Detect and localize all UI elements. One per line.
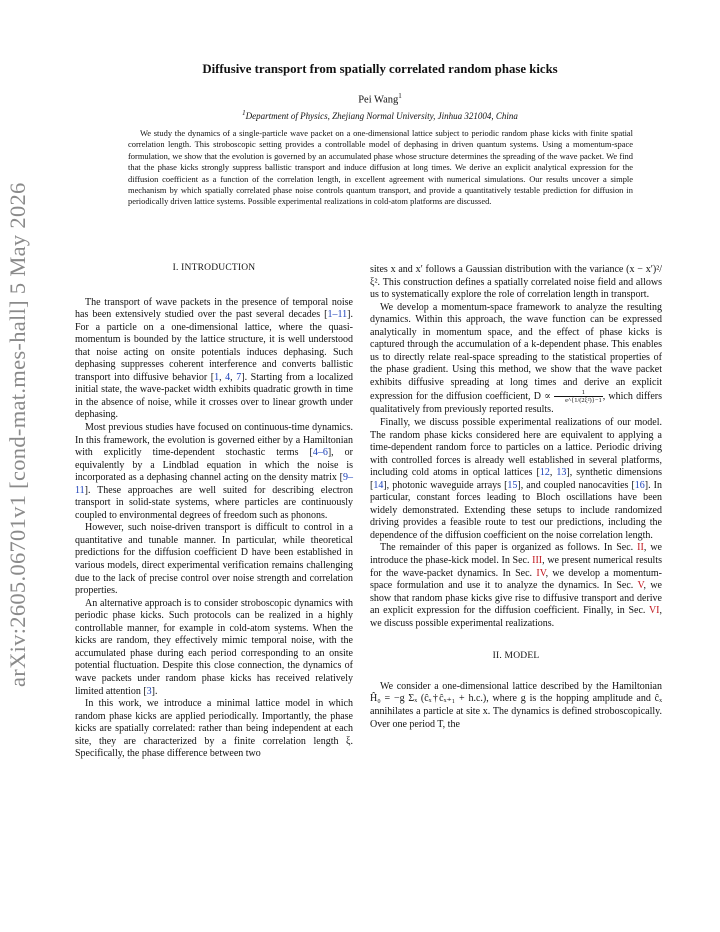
citation-link[interactable]: 15 xyxy=(507,479,518,491)
section-link[interactable]: VI xyxy=(648,605,660,617)
affiliation-text: Department of Physics, Zhejiang Normal University, Jinhua 321004, China xyxy=(245,111,518,121)
intro-paragraph-6: We develop a momentum-space framework to analyze the resulting dynamics. Within this approach, the wave function can be expressed analytically in momentum space, and the effect of phase kicks is captured through the accumulation of a k-dependent phase. This enables us to directly relate real-space spreading to the statistical properties of the phase gradient. Using this method, we show that the wave packet exhibits diffusive spreading at long times and derive an explicit expression for the diffusion coefficient, D ∝ $\frac{1}{\text{e\textasciicircum{}\{1/(2ξ²)\}−1}}$ , which differs qualitatively from previously reported results. xyxy=(370,301,663,416)
diffusion-fraction: $\frac{1}{\text{e\textasciicircum{}\{1/(2ξ²)\}−1}}$ xyxy=(554,389,603,404)
citation-link[interactable]: 12 xyxy=(539,467,550,479)
intro-paragraph-1: The transport of wave packets in the presence of temporal noise has been extensively studied over the past several decades [1–11]. For a particle on a one-dimensional lattice, where the quasi-momentum is bounded by the lattice structure, it is well understood that noise acting on onsite potentials induces dephasing. Such dephasing suppresses coherent interference and converts ballistic transport into diffusive behavior [1, 4, 7]. Starting from a localized initial state, the wave-packet width exhibits quadratic growth in time in the absence of noise, while it crosses over to linear growth under dephasing. xyxy=(75,296,354,421)
author-line: Pei Wang$^1$ xyxy=(358,92,402,106)
intro-paragraph-5: In this work, we introduce a minimal lattice model in which random phase kicks are applied periodically. Importantly, the phase kicks are spatially correlated: rather than being independent at each site, they are characterized by a finite correlation length ξ. Specifically, the phase difference between two xyxy=(75,698,353,760)
right-column xyxy=(370,264,662,731)
intro-paragraph-4: An alternative approach is to consider stroboscopic dynamics with periodic phase kicks. Such protocols can be realized in a highly controllable manner, for example in cold-atom systems. When the kicks are random, they effectively mimic temporal noise, with the accumulated phase during each period corresponding to an onsite potential fluctuation. Despite this close connection, the dynamics of wave packets under random phase kicks has received relatively limited attention [3]. xyxy=(75,597,353,697)
paper-title: Diffusive transport from spatially correlated random phase kicks xyxy=(202,62,558,76)
citation-link[interactable]: 1–11 xyxy=(327,309,348,321)
section-heading-model: II. MODEL xyxy=(492,651,540,662)
intro-paragraph-7: Finally, we discuss possible experimental realizations of our model. The random phase kicks considered here are equivalent to applying a time-dependent random force to particles on a lattice. Periodic driving with controlled forces is already well established in several platforms, including cold atoms in optical lattices [12, 13], synthetic dimensions [14], photonic waveguide arrays [15], and coupled nanocavities [16]. In particular, constant forces leading to Bloch oscillations have been widely demonstrated. Extending these setups to include randomized driving provides a feasible route to test our predictions, including the dependence of the diffusion coefficient on the noise correlation length. xyxy=(370,417,663,541)
intro-paragraph-8: The remainder of this paper is organized as follows. In Sec. II, we introduce the phase-kick model. In Sec. III, we present numerical results for the wave-packet dynamics. In Sec. IV, we develop a momentum-space formulation and use it to analyze the dynamics. In Sec. V, we show that random phase kicks give rise to diffusive transport and derive an explicit expression for the diffusion coefficient. Finally, in Sec. VI, we discuss possible experimental realizations. xyxy=(370,542,662,629)
citation-link[interactable]: 1 xyxy=(214,371,220,383)
abstract: We study the dynamics of a single-particle wave packet on a one-dimensional lattice subject to periodic random phase kicks with finite spatial correlation length. This stroboscopic setting provides a controllable model of dephasing in driven quantum systems. Using a momentum-space formulation, we show that the evolution is governed by an accumulated phase whose structure determines the spreading of the wave packet. We find that the phase kicks strongly suppress ballistic transport and induce diffusion at long times. We derive an explicit analytical expression for the diffusion coefficient as a function of the correlation length, in excellent agreement with numerical simulations. Our results uncover a simple mechanism by which spatially correlated phase noise controls quantum transport, and provide a quantitatively testable prediction for diffusion in periodically driven lattice systems. Possible experimental realizations in cold-atom platforms are discussed. xyxy=(128,128,633,207)
section-link[interactable]: II xyxy=(637,542,644,554)
author-name: Pei Wang xyxy=(358,94,399,106)
left-column xyxy=(75,262,353,761)
section-link[interactable]: V xyxy=(637,580,644,592)
intro-paragraph-2: Most previous studies have focused on continuous-time dynamics. In this framework, the evolution is governed either by a Hamiltonian with explicitly time-dependent stochastic terms [4–6], or equivalently by a Lindblad equation in which the noise is incorporated as a dephasing channel acting on the density matrix [9–11]. These approaches are well suited for describing electron transport in solid-state systems, where particles are continuously coupled to environmental degrees of freedom such as phonons. xyxy=(75,422,353,521)
affiliation-line: $^1$Department of Physics, Zhejiang Normal University, Jinhua 321004, China xyxy=(242,109,518,121)
section-link[interactable]: III xyxy=(532,555,543,567)
citation-link[interactable]: 4 xyxy=(225,371,231,383)
citation-link[interactable]: 16 xyxy=(634,479,645,491)
citation-link[interactable]: 14 xyxy=(373,479,384,491)
model-paragraph-1: We consider a one-dimensional lattice described by the Hamiltonian Ĥ₀ = −g Σₓ (ĉₓ†ĉₓ₊₁ + h.c.), where g is the hopping amplitude and ĉₓ annihilates a particle at site x. The dynamics is defined stroboscopically. Over one period T, the xyxy=(370,680,662,730)
citation-link[interactable]: 3 xyxy=(146,685,152,697)
citation-link[interactable]: 9–11 xyxy=(75,472,353,496)
intro-paragraph-3: However, such noise-driven transport is difficult to control in a quantitative and tunable manner. In particular, while theoretical predictions for the diffusion coefficient D have been established in various models, direct experimental verification remains challenging due to the lack of precise control over noise strength and correlation properties. xyxy=(75,522,353,597)
intro-paragraph-5-continued: sites x and x′ follows a Gaussian distribution with the variance (x − x′)²/ξ². This construction defines a spatially correlated noise field and allows us to systematically explore the role of correlation length in transport. xyxy=(370,264,662,301)
citation-link[interactable]: 13 xyxy=(556,467,567,479)
section-heading-introduction: I. INTRODUCTION xyxy=(172,263,256,273)
citation-link[interactable]: 4–6 xyxy=(312,447,328,459)
citation-link[interactable]: 7 xyxy=(236,371,242,383)
arxiv-side-label: arXiv:2605.06701v1 [cond-mat.mes-hall] 5 May 2026 xyxy=(5,182,30,687)
section-link[interactable]: IV xyxy=(536,567,546,579)
